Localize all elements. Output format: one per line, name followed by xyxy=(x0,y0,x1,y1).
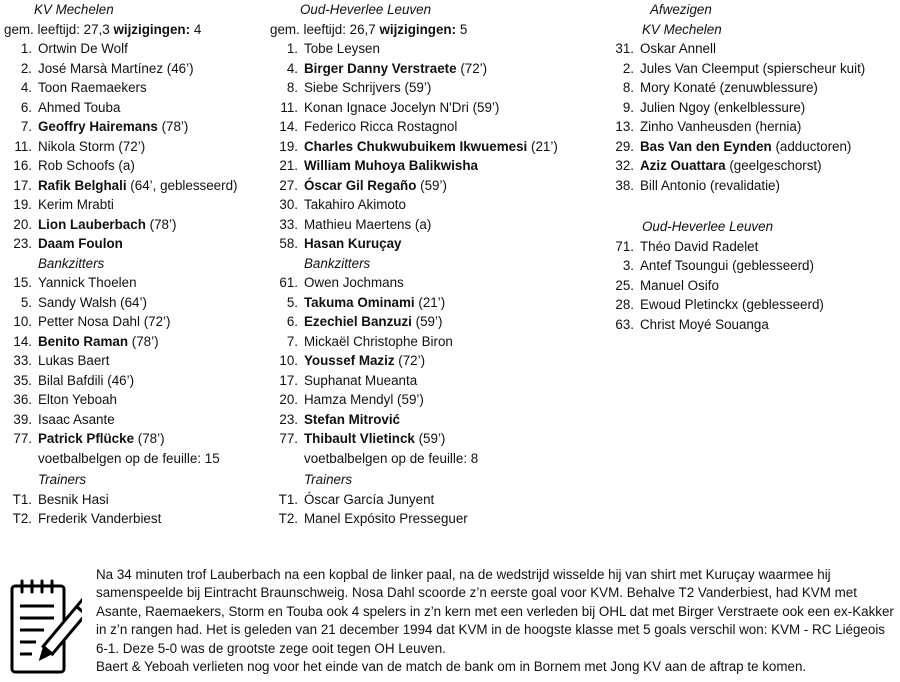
shirt-number: 4. xyxy=(286,60,298,76)
player-row xyxy=(4,410,272,430)
shirt-number: 21. xyxy=(279,158,298,173)
player-note: (46’) xyxy=(107,372,135,388)
player-row xyxy=(4,195,272,215)
player-row xyxy=(270,509,600,529)
shirt-number: T1. xyxy=(278,491,298,507)
match-notes xyxy=(96,566,896,676)
player-row xyxy=(4,429,272,449)
player-row xyxy=(270,176,600,196)
player-name: Charles Chukwubuikem Ikwuemesi xyxy=(304,138,528,154)
player-row xyxy=(270,215,600,235)
player-name: Ahmed Touba xyxy=(38,99,121,115)
player-note: (59’) xyxy=(397,392,424,407)
shirt-number: 20. xyxy=(13,216,32,232)
player-note: (spierscheur kuit) xyxy=(762,60,866,76)
absent-column xyxy=(606,0,900,334)
player-note: (64’, geblesseerd) xyxy=(130,177,238,193)
player-name: Bas Van den Eynden xyxy=(640,138,772,154)
player-note: (adductoren) xyxy=(775,138,852,154)
player-name: Yannick Thoelen xyxy=(38,275,137,290)
player-name: Elton Yeboah xyxy=(38,392,117,407)
player-note: (enkelblessure) xyxy=(713,99,806,115)
player-row xyxy=(4,293,272,313)
player-name: Julien Ngoy xyxy=(640,99,710,115)
player-name: Óscar García Junyent xyxy=(304,491,435,507)
player-name: Toon Raemaekers xyxy=(38,80,147,95)
player-row xyxy=(4,215,272,235)
player-row xyxy=(606,137,900,157)
shirt-number: 23. xyxy=(279,411,298,427)
player-note: (59’) xyxy=(420,177,447,193)
shirt-number: 1. xyxy=(286,41,298,56)
player-row xyxy=(270,429,600,449)
player-name: Bill Antonio xyxy=(640,177,707,193)
player-name: Geoffry Hairemans xyxy=(38,119,158,134)
player-name: Mory Konaté xyxy=(640,80,716,95)
player-name: Patrick Pflücke xyxy=(38,431,135,446)
player-row xyxy=(4,39,272,59)
player-row xyxy=(606,256,900,276)
shirt-number: 28. xyxy=(615,297,634,312)
player-note: (59’) xyxy=(415,314,443,329)
note-paragraph: Baert & Yeboah verlieten nog voor het einde van de match de bank om in Bornem met Jong KV aan de aftrap te komen. xyxy=(96,659,807,675)
player-name: Manel Expósito Presseguer xyxy=(304,511,468,526)
player-row xyxy=(270,195,600,215)
shirt-number: T2. xyxy=(12,511,32,526)
shirt-number: 6. xyxy=(20,99,32,115)
shirt-number: 38. xyxy=(615,177,634,193)
belgians-row xyxy=(4,449,272,469)
player-row xyxy=(4,390,272,410)
shirt-number: 17. xyxy=(13,177,32,193)
player-row xyxy=(606,156,900,176)
shirt-number: 7. xyxy=(20,119,32,134)
header-row xyxy=(606,20,900,40)
team-stats xyxy=(270,20,600,40)
player-note: (21’) xyxy=(418,294,446,310)
player-name: Óscar Gil Regaño xyxy=(304,177,417,193)
player-name: Lukas Baert xyxy=(38,353,110,368)
player-note: (78’) xyxy=(149,216,177,232)
bench-heading: Bankzitters xyxy=(38,255,105,271)
player-row xyxy=(4,98,272,118)
player-note: (59’) xyxy=(472,99,500,115)
shirt-number: 58. xyxy=(279,236,298,251)
changes-label: wijzigingen: xyxy=(379,21,457,37)
bench-heading: Bankzitters xyxy=(304,255,371,271)
shirt-number: 29. xyxy=(615,138,634,154)
trainers-heading: Trainers xyxy=(304,472,353,487)
shirt-number: 36. xyxy=(13,392,32,407)
shirt-number: 31. xyxy=(615,41,634,56)
shirt-number: 10. xyxy=(13,314,32,329)
shirt-number: 19. xyxy=(13,197,32,212)
shirt-number: 6. xyxy=(286,314,298,329)
shirt-number: 77. xyxy=(279,431,298,446)
shirt-number: 33. xyxy=(279,216,298,232)
shirt-number: 5. xyxy=(20,294,32,310)
shirt-number: 25. xyxy=(615,277,634,293)
player-name: Hamza Mendyl xyxy=(304,392,394,407)
player-name: Lion Lauberbach xyxy=(38,216,146,232)
player-note: (72’) xyxy=(460,60,488,76)
player-name: Sandy Walsh xyxy=(38,294,117,310)
player-row xyxy=(270,156,600,176)
team-name: KV Mechelen xyxy=(34,2,114,17)
player-name: Jules Van Cleemput xyxy=(640,60,759,76)
player-note: (72’) xyxy=(398,353,426,368)
shirt-number: 61. xyxy=(279,275,298,290)
player-row xyxy=(270,332,600,352)
player-name: Hasan Kuruçay xyxy=(304,236,402,251)
absent-team-name: Oud-Heverlee Leuven xyxy=(642,219,774,234)
player-name: Nikola Storm xyxy=(38,138,115,154)
player-name: Takahiro Akimoto xyxy=(304,197,406,212)
player-row xyxy=(4,176,272,196)
player-name: Besnik Hasi xyxy=(38,491,109,507)
player-name: Oskar Annell xyxy=(640,41,716,56)
player-row xyxy=(4,351,272,371)
absent-team-name: KV Mechelen xyxy=(642,21,722,37)
player-note: (78’) xyxy=(137,431,165,446)
shirt-number: 4. xyxy=(20,80,32,95)
shirt-number: T1. xyxy=(12,491,32,507)
player-name: Manuel Osifo xyxy=(640,277,719,293)
player-name: Rafik Belghali xyxy=(38,177,127,193)
player-row xyxy=(270,234,600,254)
player-row xyxy=(4,234,272,254)
player-note: (46’) xyxy=(166,60,194,76)
player-row xyxy=(4,156,272,176)
shirt-number: 39. xyxy=(13,411,32,427)
player-name: Konan Ignace Jocelyn N'Dri xyxy=(304,99,469,115)
player-name: Ortwin De Wolf xyxy=(38,41,128,56)
player-row xyxy=(270,137,600,157)
player-name: Suphanat Mueanta xyxy=(304,372,418,388)
avg-age-value: 27,3 xyxy=(83,21,110,37)
player-row xyxy=(606,117,900,137)
player-name: Ewoud Pletinckx xyxy=(640,297,739,312)
player-name: Takuma Ominami xyxy=(304,294,415,310)
shirt-number: 9. xyxy=(622,99,634,115)
player-note: (72’) xyxy=(143,314,171,329)
player-note: (78’) xyxy=(161,119,189,134)
player-note: (72’) xyxy=(118,138,146,154)
player-note: (geblesseerd) xyxy=(741,297,824,312)
player-name: Antef Tsoungui xyxy=(640,258,729,273)
shirt-number: 11. xyxy=(280,99,298,115)
shirt-number: 14. xyxy=(279,119,298,134)
player-row xyxy=(606,59,900,79)
shirt-number: 19. xyxy=(279,138,298,154)
changes-value: 5 xyxy=(459,21,468,37)
player-note: (geblesseerd) xyxy=(732,258,814,273)
player-name: Birger Danny Verstraete xyxy=(304,60,457,76)
player-row xyxy=(270,351,600,371)
player-name: Zinho Vanheusden xyxy=(640,119,752,134)
player-note: (64’) xyxy=(120,294,147,310)
player-name: Théo David Radelet xyxy=(640,238,759,254)
player-note: (a) xyxy=(118,158,135,173)
shirt-number: 5. xyxy=(286,294,298,310)
player-row xyxy=(606,295,900,315)
shirt-number: 20. xyxy=(279,392,298,407)
shirt-number: T2. xyxy=(278,511,298,526)
player-name: Tobe Leysen xyxy=(304,41,380,56)
shirt-number: 13. xyxy=(615,119,634,134)
shirt-number: 2. xyxy=(622,60,634,76)
shirt-number: 11. xyxy=(14,138,32,154)
shirt-number: 32. xyxy=(615,158,634,173)
shirt-number: 30. xyxy=(279,197,298,212)
team-stats xyxy=(4,20,272,40)
shirt-number: 71. xyxy=(615,238,634,254)
header-row xyxy=(606,217,900,237)
player-row xyxy=(270,78,600,98)
player-row xyxy=(4,59,272,79)
avg-age-value: 26,7 xyxy=(349,21,376,37)
shirt-number: 77. xyxy=(13,431,32,446)
header-row xyxy=(4,0,272,20)
shirt-number: 15. xyxy=(13,275,32,290)
player-row xyxy=(270,98,600,118)
avg-age-label: gem. leeftijd: xyxy=(4,21,80,37)
player-row xyxy=(270,117,600,137)
player-name: Frederik Vanderbiest xyxy=(38,511,162,526)
player-row xyxy=(4,332,272,352)
player-name: Youssef Maziz xyxy=(304,353,395,368)
player-name: Christ Moyé Souanga xyxy=(640,316,769,332)
team-column-kv-mechelen xyxy=(4,0,272,529)
shirt-number: 10. xyxy=(279,353,298,368)
changes-label: wijzigingen: xyxy=(113,21,191,37)
player-row xyxy=(4,78,272,98)
player-row xyxy=(4,490,272,510)
player-name: Stefan Mitrović xyxy=(304,411,400,427)
player-row xyxy=(4,312,272,332)
player-note: (revalidatie) xyxy=(710,177,780,193)
player-name: Bilal Bafdili xyxy=(38,372,104,388)
player-name: Siebe Schrijvers xyxy=(304,80,401,95)
header-row xyxy=(270,470,600,490)
player-name: Ezechiel Banzuzi xyxy=(304,314,412,329)
player-row xyxy=(270,410,600,430)
shirt-number: 63. xyxy=(615,316,634,332)
belgians-count: 8 xyxy=(470,450,479,466)
shirt-number: 14. xyxy=(13,333,32,349)
shirt-number: 23. xyxy=(13,236,32,251)
player-row xyxy=(270,39,600,59)
team-name: Oud-Heverlee Leuven xyxy=(300,2,432,17)
player-name: Isaac Asante xyxy=(38,411,115,427)
player-row xyxy=(606,39,900,59)
player-name: Benito Raman xyxy=(38,333,129,349)
player-name: Daam Foulon xyxy=(38,236,123,251)
shirt-number: 7. xyxy=(286,333,298,349)
notepad-pen-icon xyxy=(8,578,82,678)
player-row xyxy=(4,137,272,157)
player-row xyxy=(4,117,272,137)
player-name: José Marsà Martínez xyxy=(38,60,164,76)
player-row xyxy=(606,315,900,335)
shirt-number: 8. xyxy=(622,80,634,95)
belgians-count: 15 xyxy=(204,450,220,466)
player-name: Kerim Mrabti xyxy=(38,197,114,212)
belgians-label: voetbalbelgen op de feuille: xyxy=(304,450,468,466)
shirt-number: 35. xyxy=(13,372,32,388)
player-name: Owen Jochmans xyxy=(304,275,404,290)
player-name: Petter Nosa Dahl xyxy=(38,314,140,329)
player-row xyxy=(270,293,600,313)
shirt-number: 33. xyxy=(13,353,32,368)
player-name: Thibault Vlietinck xyxy=(304,431,415,446)
player-row xyxy=(606,237,900,257)
shirt-number: 27. xyxy=(279,177,298,193)
player-note: (78’) xyxy=(131,333,159,349)
player-note: (21’) xyxy=(530,138,558,154)
player-row xyxy=(606,78,900,98)
player-name: Rob Schoofs xyxy=(38,158,115,173)
player-name: Aziz Ouattara xyxy=(640,158,726,173)
belgians-label: voetbalbelgen op de feuille: xyxy=(38,450,202,466)
player-row xyxy=(270,371,600,391)
player-note: (59’) xyxy=(418,431,446,446)
header-row xyxy=(270,254,600,274)
shirt-number: 16. xyxy=(13,158,32,173)
player-note: (a) xyxy=(414,216,432,232)
player-row xyxy=(606,98,900,118)
header-row xyxy=(606,0,900,20)
player-row xyxy=(4,273,272,293)
header-row xyxy=(4,254,272,274)
player-note: (geelgeschorst) xyxy=(729,158,822,173)
player-name: Mathieu Maertens xyxy=(304,216,412,232)
player-row xyxy=(270,312,600,332)
header-row xyxy=(270,0,600,20)
shirt-number: 2. xyxy=(20,60,32,76)
player-row xyxy=(606,276,900,296)
belgians-row xyxy=(270,449,600,469)
player-row xyxy=(270,390,600,410)
team-column-ohl xyxy=(270,0,600,529)
player-row xyxy=(606,176,900,196)
player-note: (59’) xyxy=(404,80,432,95)
player-note: (zenuwblessure) xyxy=(719,80,818,95)
player-row xyxy=(270,273,600,293)
player-name: William Muhoya Balikwisha xyxy=(304,158,478,173)
trainers-heading: Trainers xyxy=(38,472,87,487)
note-paragraph: Na 34 minuten trof Lauberbach na een kopbal de linker paal, na de wedstrijd wisselde hij van shirt met Kuruçay waarmee hij samenspeelde bij Eintracht Braunschweig. Nosa Dahl scoorde z’n eerste goal voor KVM. Behalve T2 Vanderbiest, had KVM met Asante, Raemaekers, Storm en Touba ook 4 spelers in z’n kern met een verleden bij OHL dat met Birger Verstraete ook een ex-Kakker in z’n rangen had. Het is geleden van 21 december 1994 dat KVM in de hoogste klasse met 5 goals verschil won: KVM - RC Liégeois 6-1. Deze 5-0 was de grootste zege ooit tegen OH Leuven. xyxy=(96,567,894,656)
absent-heading: Afwezigen xyxy=(650,2,712,17)
changes-value: 4 xyxy=(193,21,202,37)
avg-age-label: gem. leeftijd: xyxy=(270,21,346,37)
shirt-number: 3. xyxy=(622,258,634,273)
shirt-number: 17. xyxy=(279,372,298,388)
shirt-number: 1. xyxy=(20,41,32,56)
header-row xyxy=(4,470,272,490)
player-name: Mickaël Christophe Biron xyxy=(304,333,453,349)
player-note: (hernia) xyxy=(755,119,802,134)
player-row xyxy=(4,509,272,529)
player-name: Federico Ricca Rostagnol xyxy=(304,119,458,134)
shirt-number: 8. xyxy=(286,80,298,95)
player-row xyxy=(270,490,600,510)
player-row xyxy=(270,59,600,79)
player-row xyxy=(4,371,272,391)
